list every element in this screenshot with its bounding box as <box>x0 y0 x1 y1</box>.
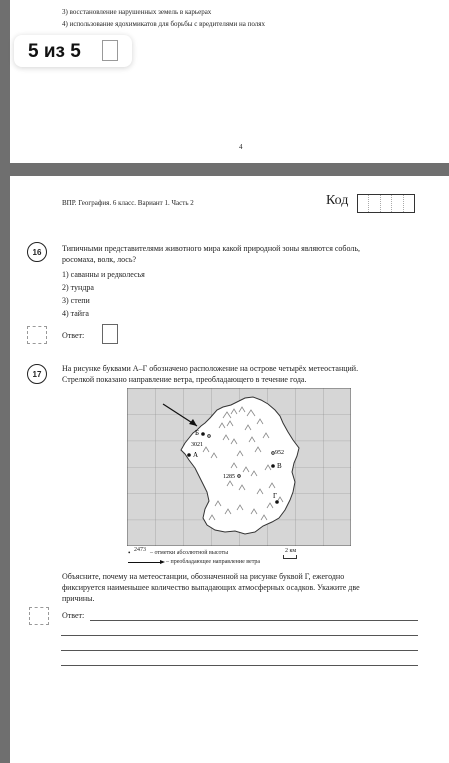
station-v-marker <box>271 464 275 468</box>
question-17-text-line1: На рисунке буквами А–Г обозначено расположение на острове четырёх метеостанций. <box>62 364 359 373</box>
island-map <box>127 388 351 546</box>
page-header-title: ВПР. География. 6 класс. Вариант 1. Часть 2 <box>62 199 194 207</box>
question-17-answer-label: Ответ: <box>62 611 85 620</box>
question-17-text-line2: Стрелкой показано направление ветра, преобладающего в течение года. <box>62 375 307 384</box>
answer-line-2[interactable] <box>61 635 418 636</box>
legend-wind-arrow <box>128 562 162 563</box>
question-17-task-line1: Объясните, почему на метеостанции, обозначенной на рисунке буквой Г, ежегодно <box>62 572 345 581</box>
code-cell <box>404 195 414 212</box>
question-17-number: 17 <box>27 364 47 384</box>
question-16-text-line1: Типичными представителями животного мира какой природной зоны являются соболь, <box>62 244 361 253</box>
question-16-text-line2: росомаха, волк, лось? <box>62 255 137 264</box>
code-field[interactable] <box>357 194 415 213</box>
code-cell <box>381 195 392 212</box>
question-17-task-line3: причины. <box>62 594 95 603</box>
question-16-option-3: 3) степи <box>62 296 90 305</box>
station-b-label: Б <box>195 429 200 437</box>
legend-elevation-dot: • <box>128 549 131 557</box>
elevation-952: 952 <box>275 450 284 456</box>
scale-bar <box>283 555 297 559</box>
elevation-3021: 3021 <box>191 442 203 448</box>
question-17-task-line2: фиксируется наименьшее количество выпадающих атмосферных осадков. Укажите две <box>62 583 360 592</box>
prev-option-4: 4) использование ядохимикатов для борьбы с вредителями на полях <box>62 20 265 28</box>
scale-label: 2 км <box>285 548 297 554</box>
page-number: 4 <box>239 143 243 151</box>
station-v-label: В <box>277 462 282 470</box>
question-16-option-4: 4) тайга <box>62 309 89 318</box>
answer-line-4[interactable] <box>61 665 418 666</box>
prev-option-3: 3) восстановление нарушенных земель в карьерах <box>62 8 212 16</box>
legend-wind-arrow-head <box>160 560 165 564</box>
answer-line-1[interactable] <box>90 620 418 621</box>
question-16-score-box <box>27 326 47 344</box>
station-a-label: А <box>193 451 199 459</box>
question-17-score-box <box>29 607 49 625</box>
elevation-1285: 1285 <box>223 474 235 480</box>
station-g-marker <box>275 500 279 504</box>
question-16-number: 16 <box>27 242 47 262</box>
code-label: Код <box>326 193 349 208</box>
page-indicator-label: 5 из 5 <box>28 41 81 62</box>
question-16-option-2: 2) тундра <box>62 283 94 292</box>
page-indicator[interactable] <box>14 35 132 67</box>
question-16-option-1: 1) саванны и редколесья <box>62 270 145 279</box>
station-a-marker <box>187 453 191 457</box>
page-thumbnail-icon[interactable] <box>102 40 118 61</box>
code-cell <box>392 195 403 212</box>
code-cell <box>369 195 380 212</box>
legend-wind-text: – преобладающее направление ветра <box>166 559 261 565</box>
question-16-answer-field[interactable] <box>102 324 118 344</box>
code-cell <box>358 195 369 212</box>
legend-elevation-sample: 2473 <box>134 547 146 553</box>
legend-elevation-text: – отметки абсолютной высоты <box>150 550 229 556</box>
station-b-marker <box>201 432 205 436</box>
answer-line-3[interactable] <box>61 650 418 651</box>
station-g-label: Г <box>273 492 278 500</box>
question-16-answer-label: Ответ: <box>62 331 85 340</box>
